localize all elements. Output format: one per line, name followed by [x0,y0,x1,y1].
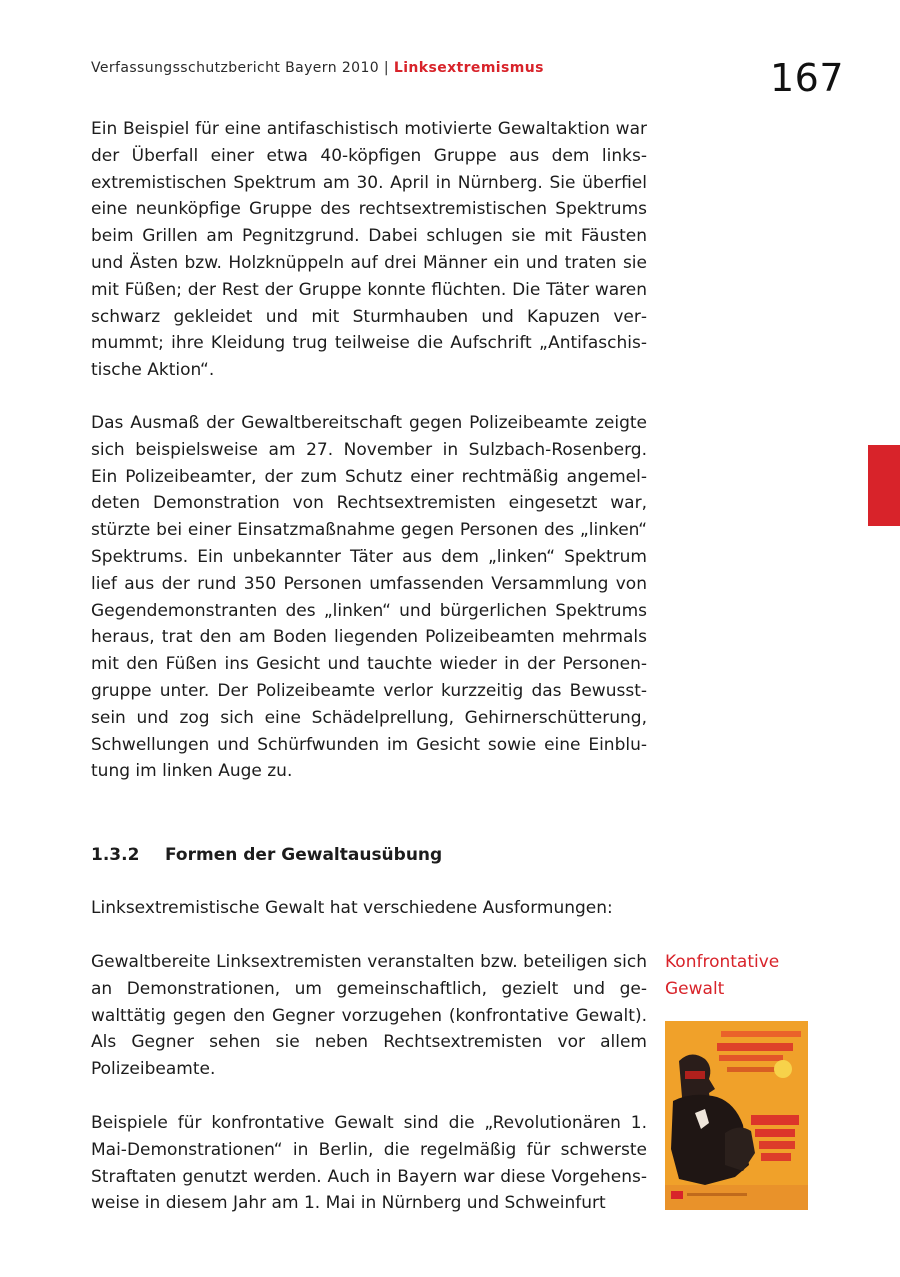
chapter-tab-marker [868,445,900,526]
section-title: Linksextremismus [393,60,544,76]
page-number: 167 [770,56,845,100]
margin-note [665,949,815,1003]
paragraph-police-violence: Das Ausmaß der Gewaltbereitschaft gegen Polizeibeamte zeigte sich beispielsweise am 27. November in Sulzbach-Rosenberg. Ein Polizeibeamter, der zum Schutz einer rechtmäßig angemeldeten Demonstration von Rechtsextremisten eingesetzt war, stürzte bei einer Einsatzmaßnahme gegen Personen des „linken“ Spektrums. Ein unbekannter Täter aus dem „linken“ Spektrum lief aus der rund 350 Personen umfassenden Versammlung von Gegendemonstranten des „linken“ und bürgerlichen Spektrums heraus, trat den am Boden liegenden Polizeibeamten mehrmals mit den Füßen ins Gesicht und tauchte wieder in der Personengruppe unter. Der Polizeibeamte verlor kurzzeitig das Bewusstsein und zog sich eine Schädelprellung, Gehirnerschütterung, Schwellungen und Schürfwunden im Gesicht sowie eine Einblutung im linken Auge zu. [91,413,647,782]
section-heading-title: Formen der Gewaltausübung [165,845,443,865]
section-heading [91,842,442,868]
poster-illustration [665,1021,808,1210]
paragraph-antifa-attack: Ein Beispiel für eine antifaschistisch motivierte Gewaltaktion war der Überfall einer etwa 40-köpfigen Gruppe aus dem linksextremistischen Spektrum am 30. April in Nürnberg. Sie überfiel eine neunköpfige Gruppe des rechtsextremistischen Spektrums beim Grillen am Pegnitzgrund. Dabei schlugen sie mit Fäusten und Ästen bzw. Holzknüppeln auf drei Männer ein und traten sie mit Füßen; der Rest der Gruppe konnte flüchten. Die Täter waren schwarz gekleidet und mit Sturmhauben und Kapuzen vermummt; ihre Kleidung trug teilweise die Aufschrift „Antifaschistische Aktion“. [91,119,647,381]
paragraph-examples: Beispiele für konfrontative Gewalt sind die „Revolutionären 1. Mai-Demonstrationen“ in Berlin, die regelmäßig für schwerste Straftaten genutzt werden. Auch in Bayern war diese Vorgehensweise in diesem Jahr am 1. Mai in Nürnberg und Schweinfurt [91,1113,647,1214]
section-number: 1.3.2 [91,845,140,865]
running-title: Verfassungsschutzbericht Bayern 2010 | [91,60,394,76]
demonstration-poster-image [665,1021,808,1210]
margin-note-line2: Gewalt [665,978,725,999]
running-header [91,60,544,76]
paragraph-intro: Linksextremistische Gewalt hat verschiedene Ausformungen: [91,898,613,918]
margin-note-line1: Konfrontative [665,952,780,972]
paragraph-confrontative: Gewaltbereite Linksextremisten veranstalten bzw. beteiligen sich an Demonstrationen, um gemeinschaftlich, gezielt und gewalttätig gegen den Gegner vorzugehen (konfrontative Gewalt). Als Gegner sehen sie neben Rechtsextremisten vor allem Polizeibeamte. [91,952,647,1080]
